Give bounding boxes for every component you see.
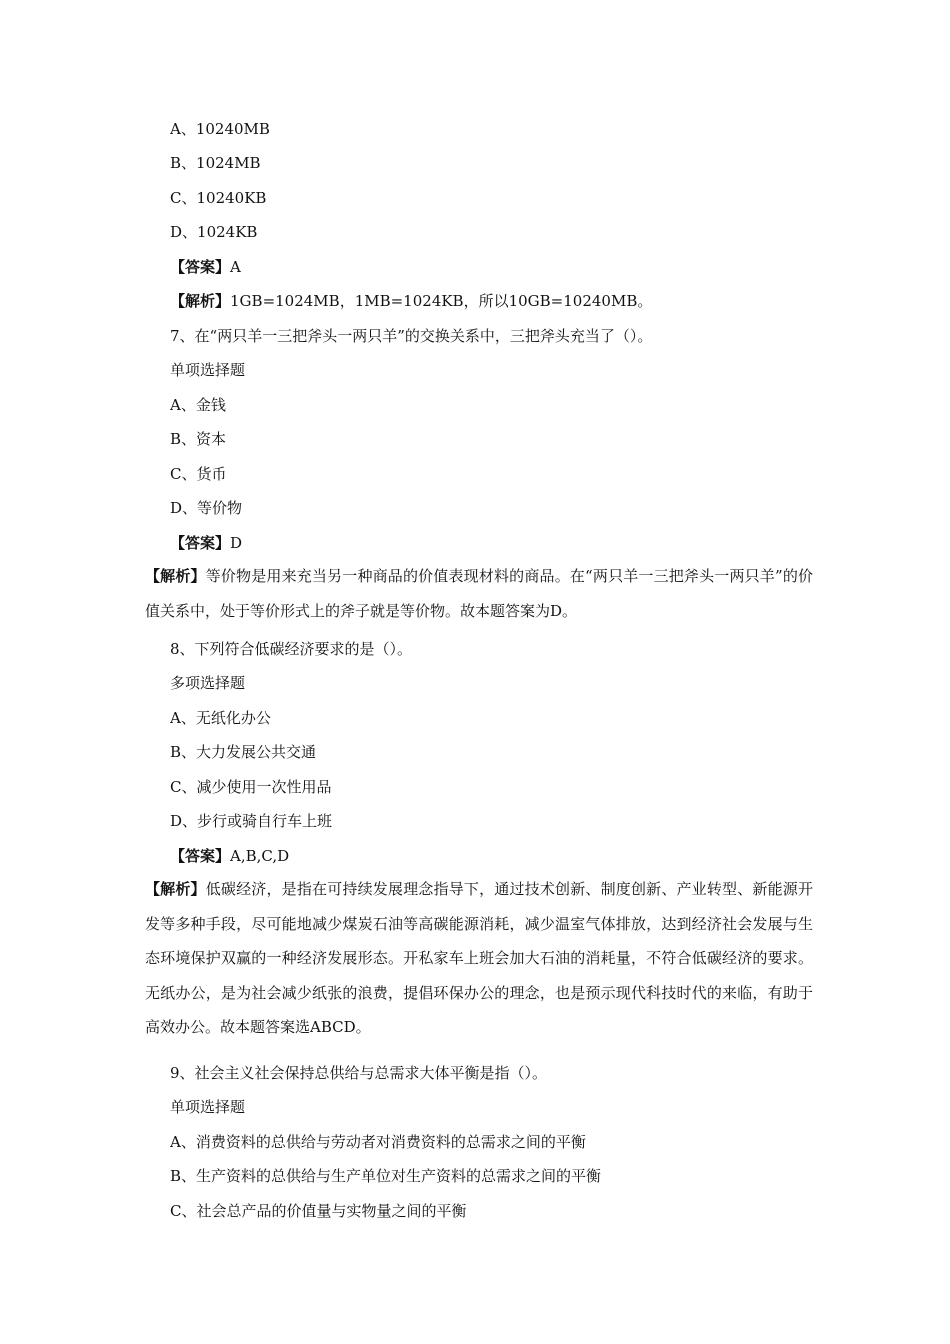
q7-option-b: B、资本 [170, 430, 227, 448]
answer-value: A,B,C,D [230, 847, 290, 865]
answer-tag: 【答案】 [170, 847, 231, 865]
analysis-text: 1GB=1024MB，1MB=1024KB，所以10GB=10240MB。 [230, 292, 653, 310]
q7-option-a: A、金钱 [170, 396, 226, 414]
q9-option-b: B、生产资料的总供给与生产单位对生产资料的总需求之间的平衡 [170, 1167, 602, 1185]
analysis-tag: 【解析】 [145, 880, 206, 898]
q6-option-a: A、10240MB [170, 120, 270, 138]
q7-option-d: D、等价物 [170, 499, 243, 517]
q8-option-c: C、减少使用一次性用品 [170, 778, 332, 796]
q6-answer [170, 257, 810, 277]
q9-option-c: C、社会总产品的价值量与实物量之间的平衡 [170, 1202, 467, 1220]
q9-question: 9、社会主义社会保持总供给与总需求大体平衡是指（）。 [170, 1064, 548, 1082]
analysis-text: 等价物是用来充当另一种商品的价值表现材料的商品。在“两只羊一三把斧头一两只羊”的价值关系中，处于等价形式上的斧子就是等价物。故本题答案为D。 [145, 567, 813, 620]
q7-analysis [145, 559, 813, 628]
q8-type: 多项选择题 [170, 674, 246, 692]
q7-type: 单项选择题 [170, 361, 246, 379]
analysis-tag: 【解析】 [170, 292, 231, 310]
q8-question: 8、下列符合低碳经济要求的是（）。 [170, 640, 413, 658]
q7-option-c: C、货币 [170, 465, 227, 483]
answer-value: D [230, 534, 243, 552]
q6-option-b: B、1024MB [170, 154, 261, 172]
q6-option-c: C、10240KB [170, 189, 267, 207]
q8-answer [170, 846, 810, 866]
q9-type: 单项选择题 [170, 1098, 246, 1116]
analysis-text: 低碳经济，是指在可持续发展理念指导下，通过技术创新、制度创新、产业转型、新能源开发等多种手段，尽可能地减少煤炭石油等高碳能源消耗，减少温室气体排放，达到经济社会发展与生态环境保护双赢的一种经济发展形态。开私家车上班会加大石油的消耗量，不符合低碳经济的要求。无纸办公，是为社会减少纸张的浪费，提倡环保办公的理念，也是预示现代科技时代的来临，有助于高效办公。故本题答案选ABCD。 [145, 880, 813, 1036]
analysis-tag: 【解析】 [145, 567, 206, 585]
q7-answer [170, 533, 810, 553]
answer-tag: 【答案】 [170, 534, 231, 552]
q7-question: 7、在“两只羊一三把斧头一两只羊”的交换关系中，三把斧头充当了（）。 [170, 327, 653, 345]
q9-option-a: A、消费资料的总供给与劳动者对消费资料的总需求之间的平衡 [170, 1133, 586, 1151]
q8-analysis [145, 872, 813, 1045]
q8-option-b: B、大力发展公共交通 [170, 743, 317, 761]
answer-tag: 【答案】 [170, 258, 231, 276]
q8-option-d: D、步行或骑自行车上班 [170, 812, 333, 830]
q6-analysis [170, 291, 810, 311]
q8-option-a: A、无纸化办公 [170, 709, 271, 727]
answer-value: A [230, 258, 241, 276]
q6-option-d: D、1024KB [170, 223, 258, 241]
